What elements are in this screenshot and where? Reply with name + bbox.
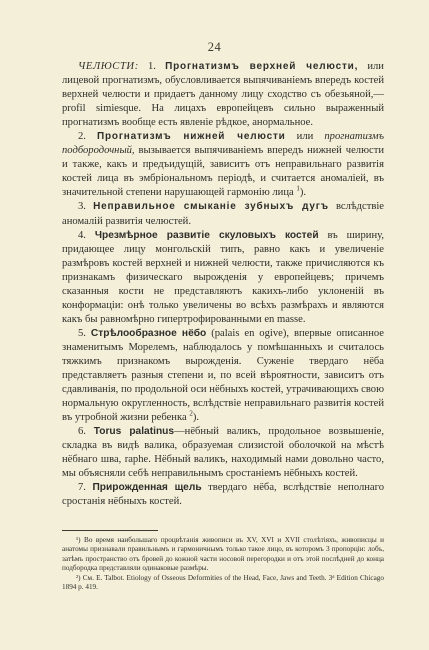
footnote-1: ¹) Во время наибольшаго процвѣтанія живописи въ XV, XVI и XVII столѣтіяхъ, живописцы и анатомы признавали правильнымъ и гармоничнымъ только такое лицо, въ которомъ 3 пропорціи: лобъ, затѣмъ пространство отъ бровей до кожной части носовой перегородки и отъ этой послѣдней до конца подбородка представляли одинаковые размѣры.: [62, 536, 384, 573]
footnote-ref: 2: [189, 409, 193, 418]
item-number: 5.: [78, 327, 91, 339]
item-title: Чрезмѣрное развитіе скуловыхъ костей: [94, 229, 319, 241]
item-text: —нёбный валикъ, продольное возвышеніе, складка въ видѣ валика, образуемая слизистой оболочкой на мѣстѣ нёбнаго шва, raphe. Нёбный валикъ, находимый нами довольно часто, мы объясняли себѣ неправильнымъ сростаніемъ нёбныхъ костей.: [62, 426, 385, 480]
item-text-end: ).: [192, 412, 199, 424]
item-number: 6.: [78, 426, 94, 438]
item-text: или: [285, 131, 325, 143]
item-title: Неправильное смыканіе зубныхъ дугъ: [93, 201, 329, 213]
paragraph-3: [62, 200, 384, 228]
item-title: Torus palatinus: [93, 426, 175, 438]
paragraph-5: [62, 327, 384, 425]
footnote-divider: [62, 530, 158, 531]
item-text: или лицевой прогнатизмъ, обусловливается выпячиваніемъ впередъ костей верхней челюсти и придаетъ данному лицу сходство съ обезьяной,— profil simiesque. На лицахъ европейцевъ сильно выраженный прогнатизмъ вообще есть явленіе рѣдкое, анормальное.: [62, 61, 384, 129]
section-lead: ЧЕЛЮСТИ:: [78, 61, 139, 72]
item-italic: прогнатизмъ подбородочный,: [62, 131, 384, 157]
page-body: [62, 60, 384, 510]
paragraph-6: [62, 425, 384, 481]
paragraph-4: [62, 229, 384, 327]
item-text: вслѣдствіе аномалій развитія челюстей.: [62, 201, 384, 227]
item-title: Стрѣлообразное нёбо: [90, 327, 207, 339]
paragraph-1: [62, 60, 384, 130]
paragraph-2: [62, 130, 384, 200]
item-title: Прогнатизмъ нижней челюсти: [97, 131, 286, 143]
item-title: Прогнатизмъ верхней челюсти,: [165, 61, 359, 72]
footnote-ref: 1: [296, 184, 300, 193]
item-text: (palais en ogive), впервые описанное знаменитымъ Морелемъ, наблюдалось у помѣшанныхъ и считалось тяжкимъ признакомъ вырожденія. Суженіе твердаго нёба представляетъ разныя степени и, по всей вѣроятности, зависитъ отъ сдавливанія, по продольной оси нёбныхъ костей, утрачивающихъ свою нормальную округленность, вслѣдствіе неправильнаго развитія костей въ утробной жизни ребенка: [62, 327, 385, 424]
footnote-2: ²) См. E. Talbot. Etiology of Osseous Deformities of the Head, Face, Jaws and Teeth. 3ᵈ Edition Chicago 1894 p. 419.: [62, 573, 384, 592]
item-number: 2.: [78, 131, 98, 143]
footnotes: [62, 536, 384, 593]
item-title: Прирожденная щель: [92, 482, 202, 494]
item-number: 4.: [78, 229, 95, 241]
page-number: 24: [207, 40, 222, 54]
item-number: 3.: [78, 201, 94, 213]
item-text: твердаго нёба, вслѣдствіе неполнаго сростанія нёбныхъ костей.: [62, 482, 385, 508]
item-text: вызывается выпячиваніемъ впередъ нижней челюсти и также, какъ и предъидущій, зависитъ отъ неправильнаго развитія костей лица въ эмбріональномъ періодѣ, и считается аномаліей, въ значительной степени нарушающей гармонію лица: [62, 145, 384, 199]
paragraph-7: [62, 481, 384, 509]
item-text: въ ширину, придающее лицу монгольскій типъ, равно какъ и увеличеніе размѣровъ костей верхней и нижней челюсти, также причисляются къ признакамъ физическаго вырожденія у европейцевъ; причемъ сказанныя кости не представляютъ какихъ-либо уклоненій въ конформаціи: онѣ только увеличены во всѣхъ размѣрахъ и являются какъ бы равномѣрно гипертрофированными en masse.: [62, 229, 384, 325]
item-text-end: ).: [299, 187, 307, 199]
item-number: 7.: [78, 482, 93, 494]
item-number: 1.: [138, 61, 166, 72]
